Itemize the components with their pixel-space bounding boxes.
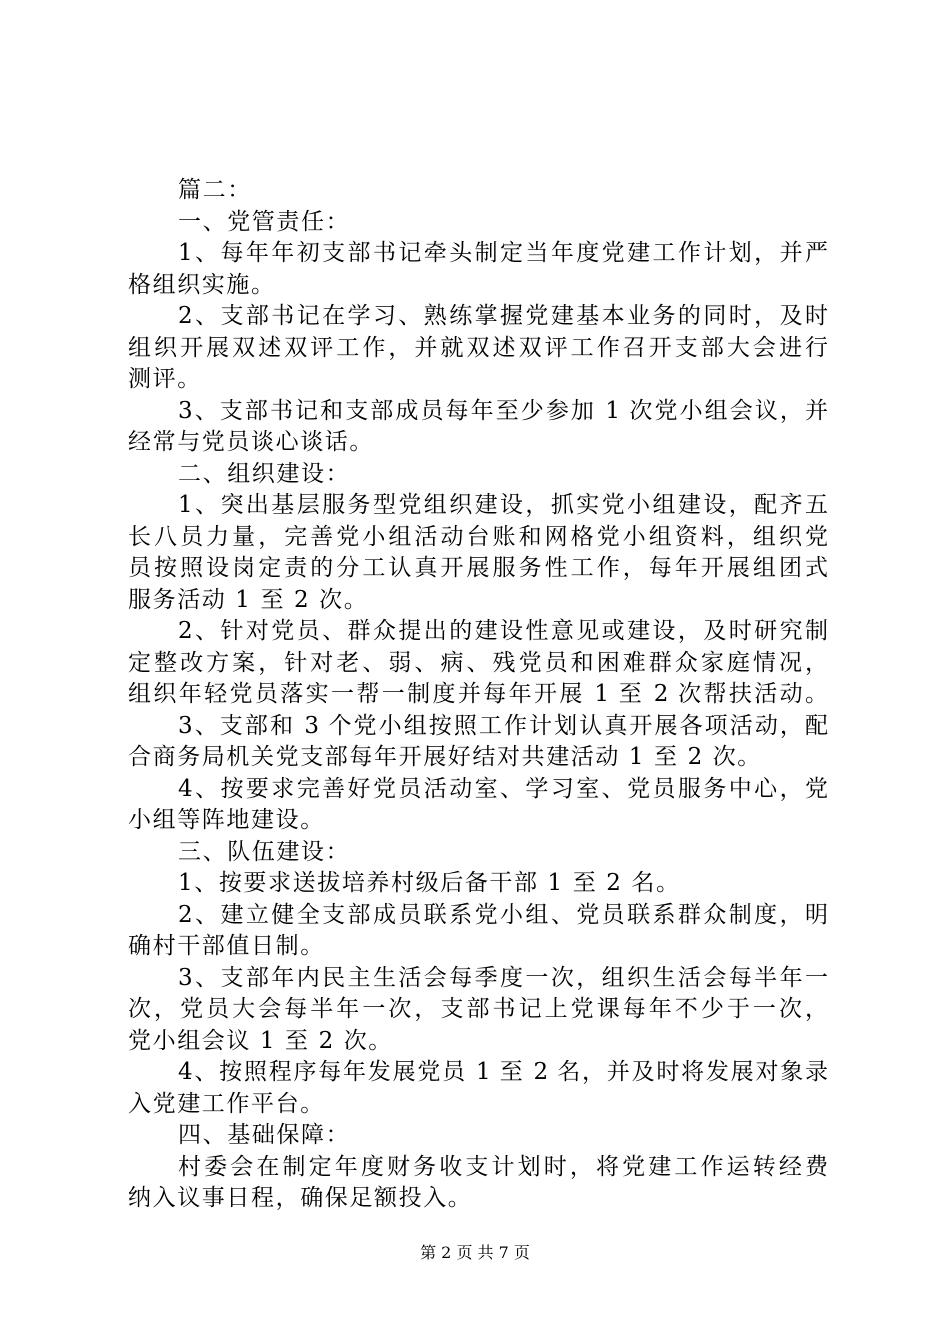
paragraph-line: 确村干部值日制。 xyxy=(128,933,325,959)
section-heading: 一、党管责任： xyxy=(178,208,351,235)
paragraph-line: 党小组会议 1 至 2 次。 xyxy=(128,1027,393,1054)
paragraph-line: 3、支部和 3 个党小组按照工作计划认真开展各项活动，配 xyxy=(178,712,828,739)
paragraph-line: 测评。 xyxy=(128,366,202,392)
paragraph-line: 4、按要求完善好党员活动室、学习室、党员服务中心，党 xyxy=(178,775,828,802)
paragraph-line: 村委会在制定年度财务收支计划时，将党建工作运转经费 xyxy=(178,1153,828,1180)
paragraph-line: 小组等阵地建设。 xyxy=(128,807,325,833)
paragraph-line: 1、按要求送拔培养村级后备干部 1 至 2 名。 xyxy=(178,870,681,896)
section-heading: 二、组织建设： xyxy=(178,460,351,487)
paragraph-line: 组织年轻党员落实一帮一制度并每年开展 1 至 2 次帮扶活动。 xyxy=(128,681,828,707)
paragraph-line: 次，党员大会每半年一次，支部书记上党课每年不少于一次， xyxy=(128,996,828,1022)
document-body xyxy=(128,175,828,1215)
page-footer xyxy=(0,1243,950,1263)
paragraph-line: 3、支部书记和支部成员每年至少参加 1 次党小组会议，并 xyxy=(178,397,828,424)
paragraph-line: 合商务局机关党支部每年开展好结对共建活动 1 至 2 次。 xyxy=(128,744,762,770)
section-heading: 三、队伍建设： xyxy=(178,838,351,865)
page-number: 第 2 页 共 7 页 xyxy=(420,1243,530,1262)
paragraph-line: 入党建工作平台。 xyxy=(128,1090,325,1117)
paragraph-line: 4、按照程序每年发展党员 1 至 2 名，并及时将发展对象录 xyxy=(178,1059,828,1085)
paragraph-line: 格组织实施。 xyxy=(128,271,276,298)
paragraph-line: 2、建立健全支部成员联系党小组、党员联系群众制度，明 xyxy=(178,901,828,928)
paragraph-line: 组织开展双述双评工作，并就双述双评工作召开支部大会进行 xyxy=(128,334,828,361)
paragraph-line: 经常与党员谈心谈话。 xyxy=(128,429,374,455)
paragraph-line: 长八员力量，完善党小组活动台账和网格党小组资料，组织党 xyxy=(128,523,828,550)
paragraph-line: 2、支部书记在学习、熟练掌握党建基本业务的同时，及时 xyxy=(178,303,828,329)
paragraph-line: 1、每年年初支部书记牵头制定当年度党建工作计划，并严 xyxy=(178,240,828,266)
paragraph-line: 纳入议事日程，确保足额投入。 xyxy=(128,1185,473,1211)
paragraph-line: 1、突出基层服务型党组织建设，抓实党小组建设，配齐五 xyxy=(178,492,828,518)
paragraph-line: 2、针对党员、群众提出的建设性意见或建设，及时研究制 xyxy=(178,618,828,644)
paragraph-line: 服务活动 1 至 2 次。 xyxy=(128,586,369,613)
paragraph-line: 3、支部年内民主生活会每季度一次，组织生活会每半年一 xyxy=(178,964,828,991)
section-heading: 篇二： xyxy=(178,177,252,203)
paragraph-line: 定整改方案，针对老、弱、病、残党员和困难群众家庭情况， xyxy=(128,649,828,676)
section-heading: 四、基础保障： xyxy=(178,1122,351,1148)
paragraph-line: 员按照设岗定责的分工认真开展服务性工作，每年开展组团式 xyxy=(128,555,828,581)
